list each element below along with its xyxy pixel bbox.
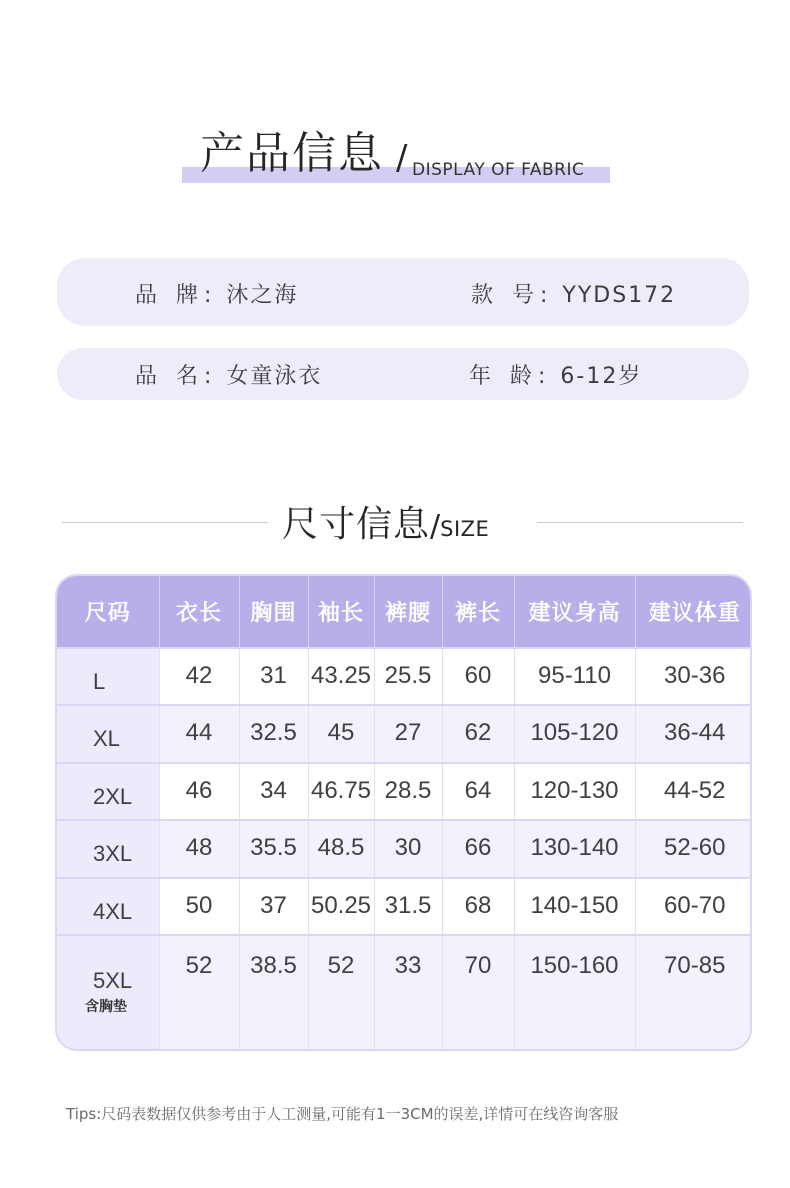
size-title-slash: / [430,509,441,544]
col-header-weight: 建议体重 [635,576,752,648]
table-row [57,763,752,820]
table-cell: 37 [239,878,308,935]
size-info-title-en: SIZE [440,517,490,541]
table-cell: 60-70 [635,878,752,935]
size-table [55,574,752,1051]
table-cell: 25.5 [374,648,442,705]
table-cell: 46.75 [308,763,374,820]
col-header-size: 尺码 [57,576,159,648]
table-cell: 48 [159,820,239,877]
padded-note: 含胸垫 [85,998,127,1015]
table-cell: 45 [308,705,374,762]
product-info-title-cn: 产品信息 [200,128,384,179]
table-cell: 52-60 [635,820,752,877]
table-row [57,878,752,935]
col-header-waist: 裤腰 [374,576,442,648]
table-cell: 38.5 [239,935,308,1049]
age-field [469,359,642,390]
table-cell: 30 [374,820,442,877]
table-cell: 44-52 [635,763,752,820]
table-row [57,935,752,1049]
table-cell: 62 [442,705,514,762]
table-cell: 130-140 [514,820,635,877]
product-info-title [182,126,612,186]
table-cell: 70-85 [635,935,752,1049]
table-row [57,648,752,705]
table-cell: 43.25 [308,648,374,705]
table-cell: 150-160 [514,935,635,1049]
table-cell: 27 [374,705,442,762]
size-cell: 5XL [93,968,133,994]
name-field [135,359,322,390]
table-header-row [57,576,752,648]
size-cell: 2XL [93,783,133,809]
table-cell: 34 [239,763,308,820]
size-cell: 3XL [93,841,133,867]
brand-field [135,278,298,309]
table-cell: 31 [239,648,308,705]
divider-right [537,522,743,523]
table-cell: 52 [159,935,239,1049]
table-cell: 60 [442,648,514,705]
table-cell: 44 [159,705,239,762]
table-cell: 28.5 [374,763,442,820]
info-pill-name-age [57,348,749,400]
table-cell: 68 [442,878,514,935]
brand-value: 沐之海 [226,283,299,308]
table-cell: 50 [159,878,239,935]
size-cell: L [93,668,106,694]
col-header-height: 建议身高 [514,576,635,648]
divider-left [62,522,268,523]
age-value: 6-12岁 [560,364,643,389]
table-cell: 52 [308,935,374,1049]
table-cell: 33 [374,935,442,1049]
table-cell: 50.25 [308,878,374,935]
table-cell: 70 [442,935,514,1049]
name-label: 品 名: [135,364,218,389]
col-header-sleeve: 袖长 [308,576,374,648]
table-cell: 120-130 [514,763,635,820]
col-header-pants-length: 裤长 [442,576,514,648]
product-info-title-en: DISPLAY OF FABRIC [412,160,585,180]
table-cell: 30-36 [635,648,752,705]
size-cell: XL [93,726,120,752]
table-cell: 48.5 [308,820,374,877]
model-label: 款 号: [471,283,554,308]
table-row [57,820,752,877]
model-field [471,278,676,309]
table-cell: 46 [159,763,239,820]
measurement-tips: Tips:尺码表数据仅供参考由于人工测量,可能有1一3CM的误差,详情可在线咨询客服 [66,1105,619,1123]
info-pill-brand-model [57,258,749,326]
table-cell: 32.5 [239,705,308,762]
age-label: 年 龄: [469,364,552,389]
table-cell: 66 [442,820,514,877]
brand-label: 品 牌: [135,283,218,308]
size-cell: 4XL [93,898,133,924]
name-value: 女童泳衣 [226,364,323,389]
table-row [57,705,752,762]
table-cell: 64 [442,763,514,820]
title-slash: / [396,138,408,178]
table-cell: 35.5 [239,820,308,877]
size-info-title [282,496,489,547]
model-value: YYDS172 [562,283,677,308]
table-cell: 105-120 [514,705,635,762]
col-header-bust: 胸围 [239,576,308,648]
table-cell: 31.5 [374,878,442,935]
table-cell: 95-110 [514,648,635,705]
table-cell: 140-150 [514,878,635,935]
size-info-title-cn: 尺寸信息 [282,504,431,545]
col-header-length: 衣长 [159,576,239,648]
table-cell: 36-44 [635,705,752,762]
table-cell: 42 [159,648,239,705]
